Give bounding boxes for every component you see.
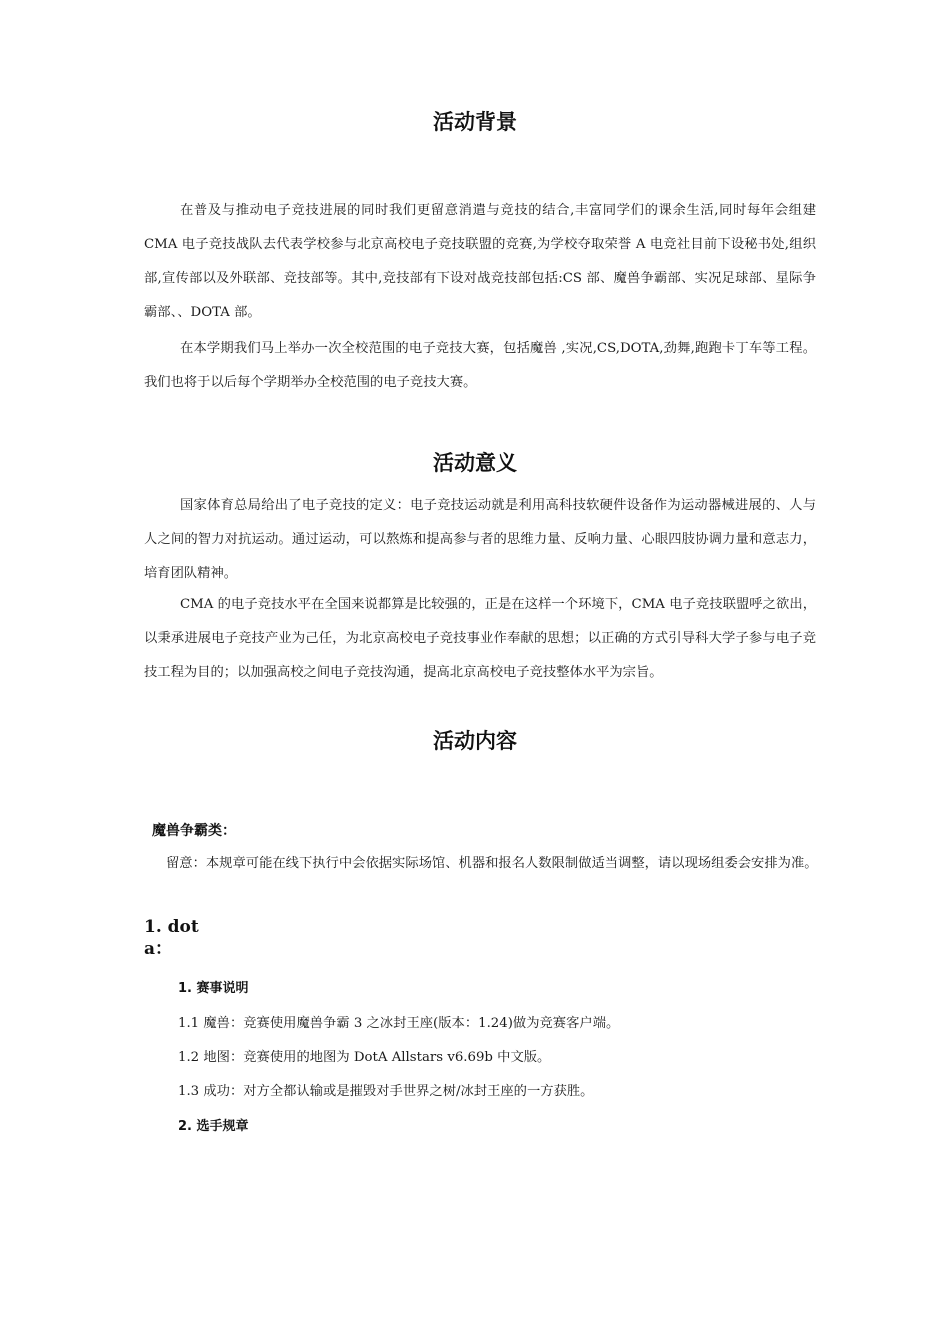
significance-paragraph-1: 国家体育总局给出了电子竞技的定义：电子竞技运动就是利用高科技软硬件设备作为运动器械进展的、人与人之间的智力对抗运动。通过运动，可以熬炼和提高参与者的思维力量、反响力量、心眼四肢协调力量和意志力，培育团队精神。	[144, 498, 816, 581]
subsection-heading-player-rules: 2. 选手规章	[178, 1119, 249, 1134]
section-title-content: 活动内容	[433, 729, 517, 753]
section-title-significance: 活动意义	[433, 451, 517, 475]
rules-note: 留意：本规章可能在线下执行中会依据实际场馆、机器和报名人数限制做适当调整，请以现场组委会安排为准。	[166, 856, 818, 871]
rule-item-1-2: 1.2 地图：竞赛使用的地图为 DotA Allstars v6.69b 中文版。	[178, 1050, 551, 1065]
significance-paragraph-2: CMA 的电子竞技水平在全国来说都算是比较强的，正是在这样一个环境下，CMA 电子竞技联盟呼之欲出，以秉承进展电子竞技产业为己任，为北京高校电子竞技事业作奉献的思想；以正确的方式引导科大学子参与电子竞技工程为目的；以加强高校之间电子竞技沟通，提高北京高校电子竞技整体水平为宗旨。	[144, 597, 816, 680]
background-paragraph-2: 在本学期我们马上举办一次全校范围的电子竞技大赛，包括魔兽 ,实况,CS,DOTA,劲舞,跑跑卡丁车等工程。我们也将于以后每个学期举办全校范围的电子竞技大赛。	[144, 341, 816, 390]
rule-item-1-3: 1.3 成功：对方全都认输或是摧毁对手世界之树/冰封王座的一方获胜。	[178, 1084, 594, 1099]
game-heading: 1. dota：	[144, 917, 199, 959]
subsection-heading-event-description: 1. 赛事说明	[178, 981, 249, 996]
background-paragraph-1: 在普及与推动电子竞技进展的同时我们更留意消遣与竞技的结合,丰富同学们的课余生活,同时每年会组建 CMA 电子竞技战队去代表学校参与北京高校电子竞技联盟的竞赛,为学校夺取荣誉 A 电竞社目前下设秘书处,组织部,宣传部以及外联部、竞技部等。其中,竞技部有下设对战竞技部包括:CS 部、魔兽争霸部、实况足球部、星际争霸部、、DOTA 部。	[144, 203, 816, 320]
section-title-background: 活动背景	[433, 110, 517, 134]
category-label: 魔兽争霸类：	[152, 823, 236, 839]
rule-item-1-1: 1.1 魔兽：竞赛使用魔兽争霸 3 之冰封王座(版本：1.24)做为竞赛客户端。	[178, 1016, 620, 1031]
